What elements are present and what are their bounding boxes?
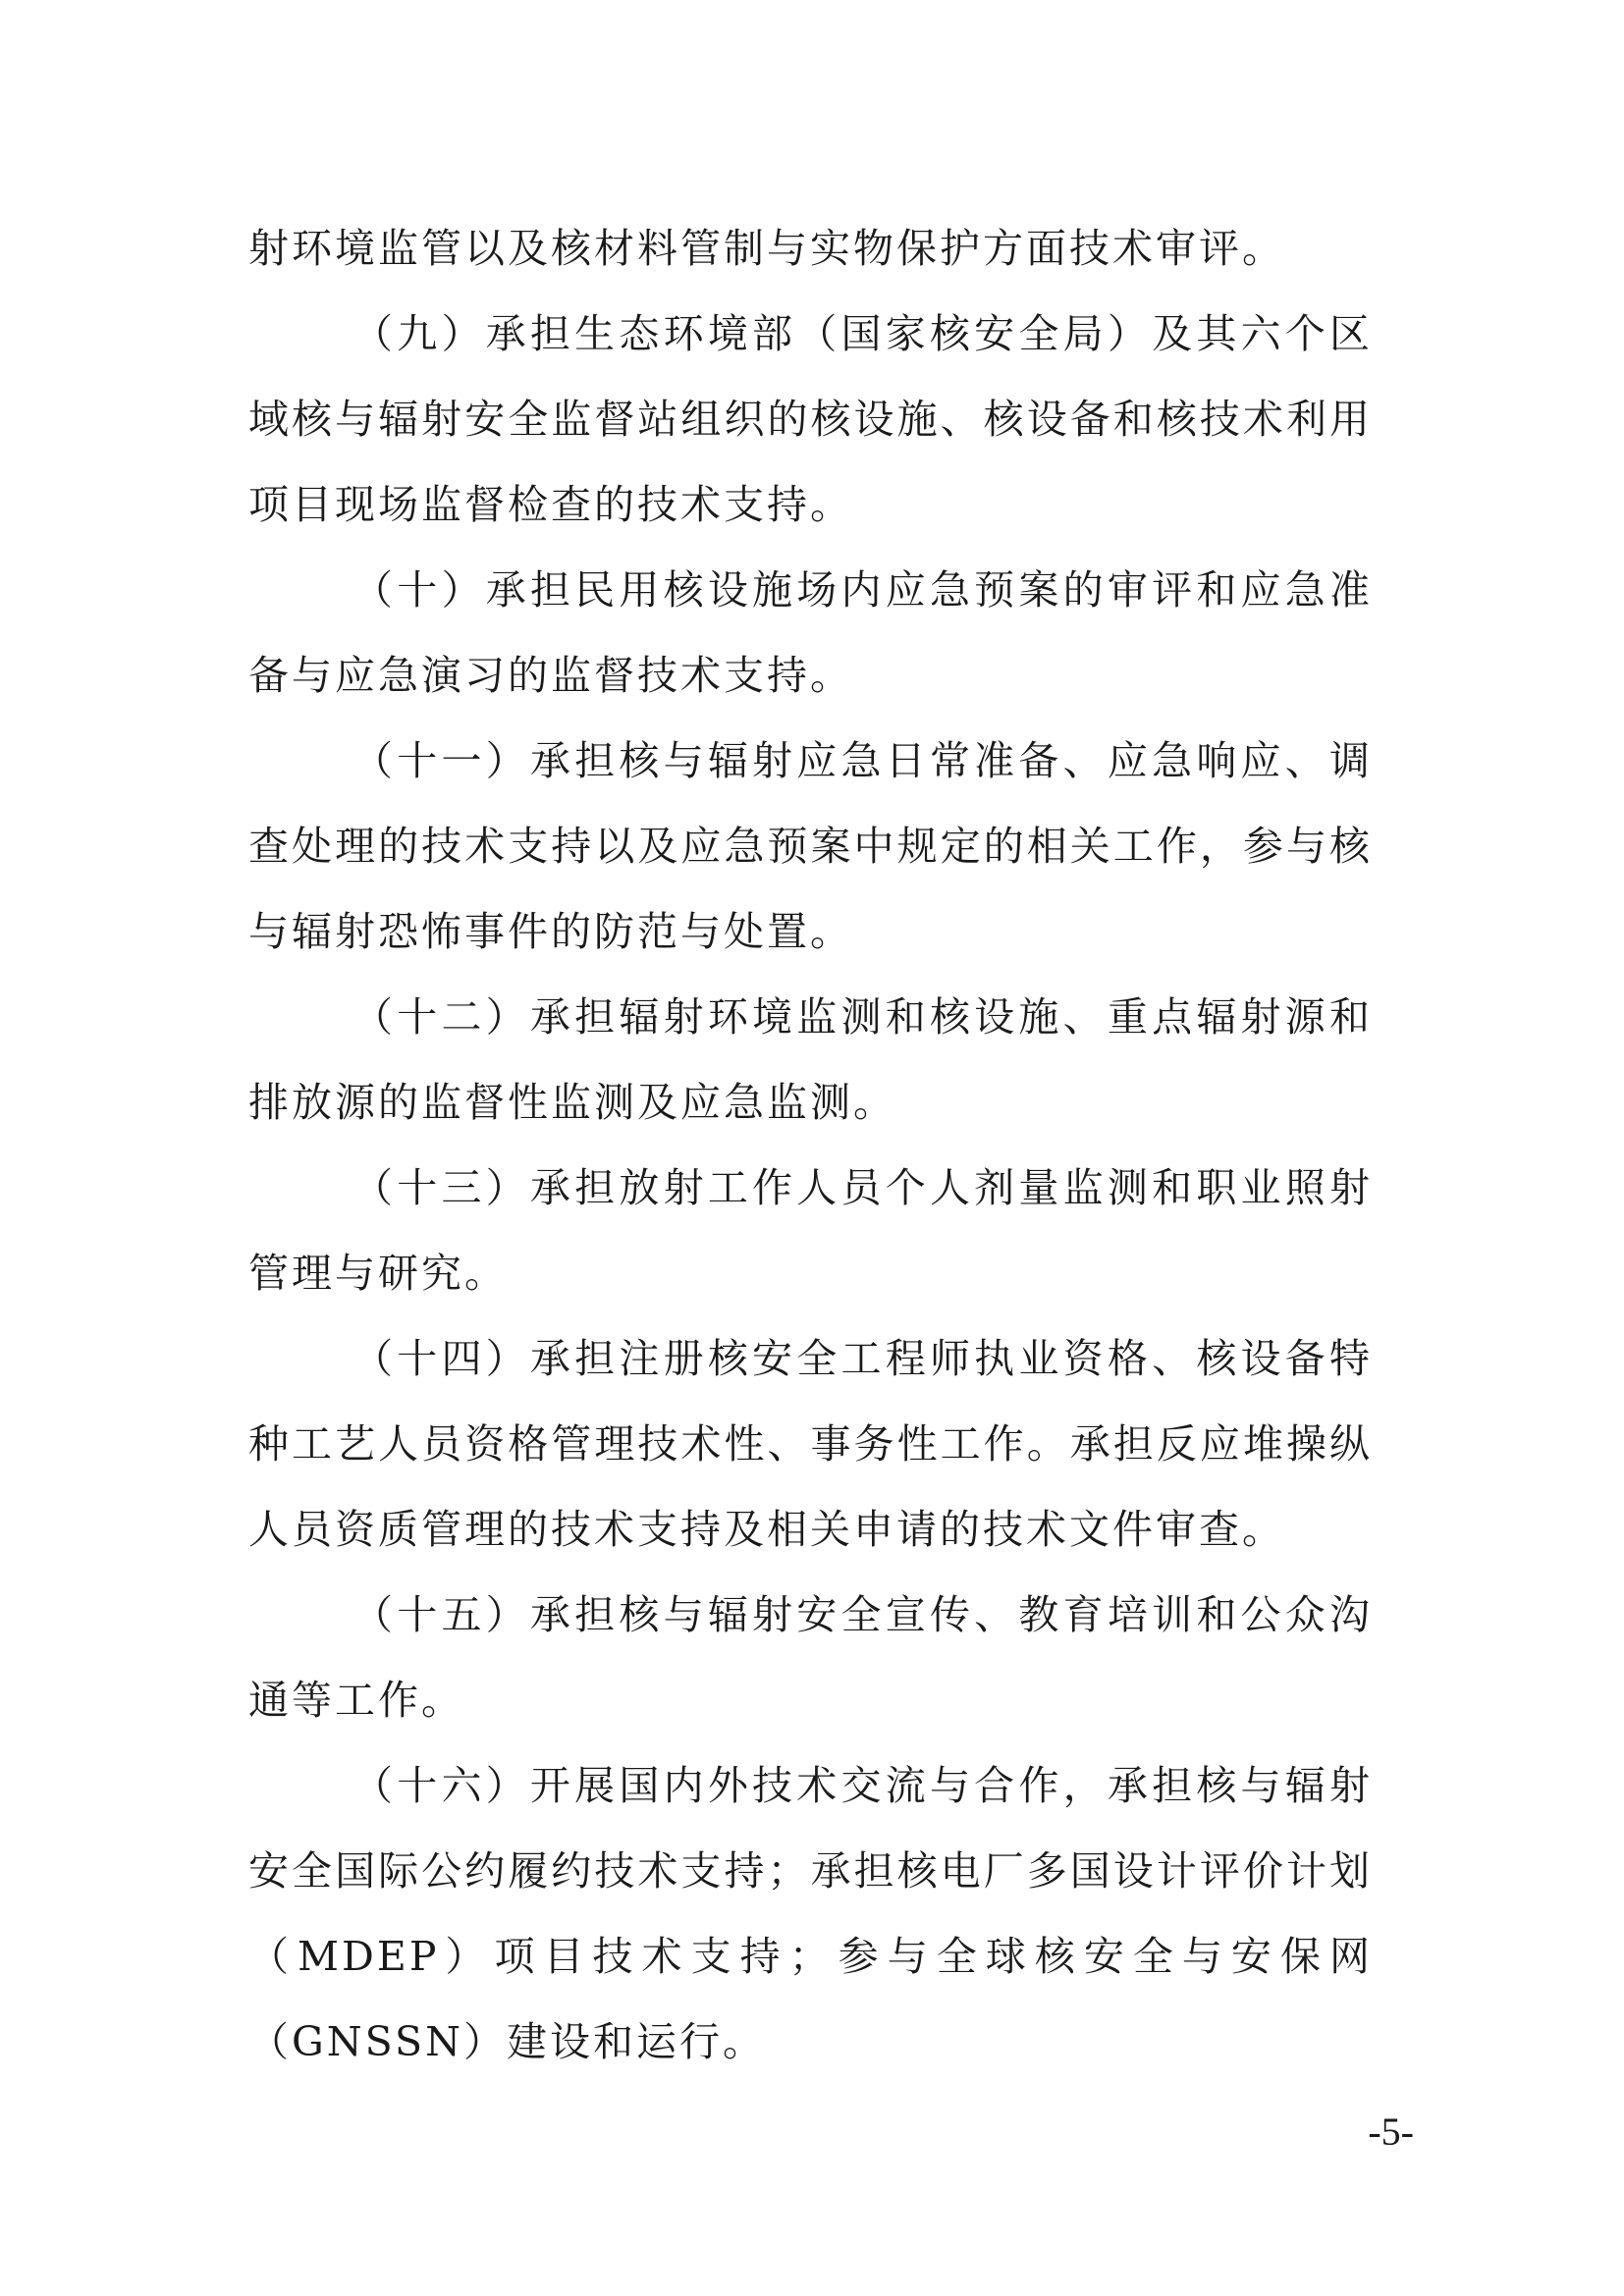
paragraph-item-13: （十三）承担放射工作人员个人剂量监测和职业照射管理与研究。 xyxy=(248,1164,1373,1297)
paragraph-item-16: （十六）开展国内外技术交流与合作，承担核与辐射安全国际公约履约技术支持；承担核电厂多国设计评价计划（MDEP）项目技术支持；参与全球核安全与安保网（GNSSN）建设和运行。 xyxy=(248,1762,1373,2065)
paragraph-item-12: （十二）承担辐射环境监测和核设施、重点辐射源和排放源的监督性监测及应急监测。 xyxy=(248,993,1373,1126)
page-number: -5- xyxy=(1368,2109,1414,2154)
paragraph-item-11: （十一）承担核与辐射应急日常准备、应急响应、调查处理的技术支持以及应急预案中规定的相关工作，参与核与辐射恐怖事件的防范与处置。 xyxy=(248,737,1373,955)
body-text xyxy=(248,206,1373,2085)
paragraph-item-9: （九）承担生态环境部（国家核安全局）及其六个区域核与辐射安全监督站组织的核设施、核设备和核技术利用项目现场监督检查的技术支持。 xyxy=(248,310,1373,528)
paragraph-continuation: 射环境监管以及核材料管制与实物保护方面技术审评。 xyxy=(248,225,1285,272)
paragraph-item-10: （十）承担民用核设施场内应急预案的审评和应急准备与应急演习的监督技术支持。 xyxy=(248,566,1373,699)
paragraph-item-14: （十四）承担注册核安全工程师执业资格、核设备特种工艺人员资格管理技术性、事务性工作。承担反应堆操纵人员资质管理的技术支持及相关申请的技术文件审查。 xyxy=(248,1335,1373,1553)
paragraph-item-15: （十五）承担核与辐射安全宣传、教育培训和公众沟通等工作。 xyxy=(248,1591,1373,1724)
